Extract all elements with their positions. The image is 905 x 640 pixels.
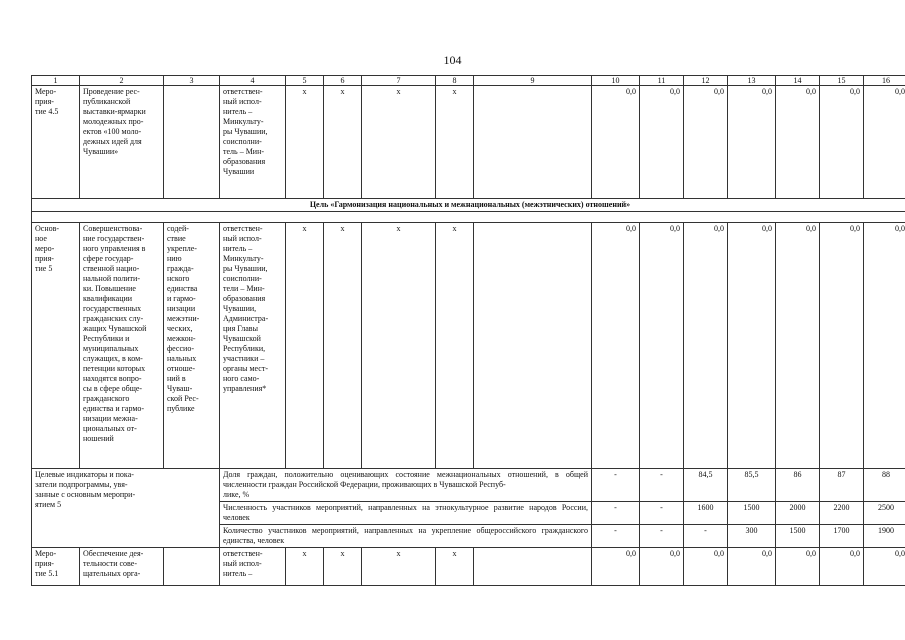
- indicator-value: 86: [776, 469, 820, 502]
- measure-result: содей- ствие укрепле- нию гражда- нского единства и гармо- низации межэтни- ческих, межкон- фессио- нальных отноше- ний в Чуваш- ской Рес- публике: [164, 223, 220, 469]
- measure-executor: ответствен- ный испол- нитель –: [220, 548, 286, 586]
- header-cell: 14: [776, 76, 820, 86]
- measure-title: Проведение рес- публиканской выставки-ярмарки молодежных про- ектов «100 моло- дежных идей для Чувашии»: [80, 86, 164, 199]
- value-cell: 0,0: [776, 223, 820, 469]
- program-table: [31, 75, 905, 586]
- code-cell: x: [362, 548, 436, 586]
- indicator-row: [32, 469, 905, 502]
- code-cell: x: [362, 86, 436, 199]
- header-cell: 5: [286, 76, 324, 86]
- value-cell: 0,0: [820, 548, 864, 586]
- value-cell: 0,0: [684, 223, 728, 469]
- code-cell: x: [436, 223, 474, 469]
- indicator-text: Доля граждан, положительно оценивающих состояние межнациональных отношений, в общей численности граждан Российской Федерации, проживающих в Чувашской Респуб- лике, %: [220, 469, 592, 502]
- measure-title: Обеспечение дея- тельности сове- щательных орга-: [80, 548, 164, 586]
- header-cell: 13: [728, 76, 776, 86]
- measure-id: Основ- ное меро- прия- тие 5: [32, 223, 80, 469]
- value-cell: 0,0: [640, 548, 684, 586]
- measure-title: Совершенствова- ние государствен- ного управления в сфере государ- ственной нацио- нальной полити- ки. Повышение квалификации государственных гражданских слу- жащих Чувашской Республики и муниципальных служащих, в ком- петенции которых находятся вопро- сы в сфере обще- гражданского единства и гармо- низации межна- циональных от- ношений: [80, 223, 164, 469]
- indicator-value: 1600: [684, 502, 728, 525]
- measure-result: [164, 548, 220, 586]
- measure-result: [164, 86, 220, 199]
- goal-heading: Цель «Гармонизация национальных и межнациональных (межэтнических) отношений»: [32, 199, 905, 212]
- value-cell: 0,0: [640, 223, 684, 469]
- code-cell: x: [324, 86, 362, 199]
- header-cell: 1: [32, 76, 80, 86]
- indicator-value: -: [684, 525, 728, 548]
- table-row-measure-4-5: [32, 86, 905, 199]
- indicator-value: 2500: [864, 502, 905, 525]
- code-cell: x: [324, 223, 362, 469]
- source-cell: [474, 86, 592, 199]
- header-cell: 10: [592, 76, 640, 86]
- indicator-value: 85,5: [728, 469, 776, 502]
- indicator-value: 2200: [820, 502, 864, 525]
- indicator-value: 88: [864, 469, 905, 502]
- code-cell: x: [286, 86, 324, 199]
- measure-id: Меро- прия- тие 5.1: [32, 548, 80, 586]
- blank-cell: [32, 212, 905, 223]
- header-cell: 15: [820, 76, 864, 86]
- indicator-value: -: [640, 469, 684, 502]
- source-cell: [474, 548, 592, 586]
- indicator-value: 84,5: [684, 469, 728, 502]
- header-cell: 3: [164, 76, 220, 86]
- header-cell: 12: [684, 76, 728, 86]
- value-cell: 0,0: [640, 86, 684, 199]
- indicator-value: 87: [820, 469, 864, 502]
- value-cell: 0,0: [776, 548, 820, 586]
- code-cell: x: [286, 223, 324, 469]
- indicator-value: -: [640, 502, 684, 525]
- indicator-value: 1500: [776, 525, 820, 548]
- blank-row: [32, 212, 905, 223]
- indicator-value: 300: [728, 525, 776, 548]
- header-row: [32, 76, 905, 86]
- header-cell: 9: [474, 76, 592, 86]
- value-cell: 0,0: [592, 548, 640, 586]
- header-cell: 4: [220, 76, 286, 86]
- code-cell: x: [362, 223, 436, 469]
- indicator-value: -: [592, 469, 640, 502]
- value-cell: 0,0: [820, 86, 864, 199]
- header-cell: 8: [436, 76, 474, 86]
- indicators-label: Целевые индикаторы и пока- затели подпрограммы, увя- занные с основным меропри- ятием 5: [32, 469, 220, 548]
- page-number: 104: [443, 53, 462, 67]
- table-row-main-measure-5: [32, 223, 905, 469]
- source-cell: [474, 223, 592, 469]
- indicator-value: 1500: [728, 502, 776, 525]
- value-cell: 0,0: [728, 223, 776, 469]
- code-cell: x: [324, 548, 362, 586]
- header-cell: 2: [80, 76, 164, 86]
- indicator-value: -: [592, 502, 640, 525]
- value-cell: 0,0: [820, 223, 864, 469]
- measure-executor: ответствен- ный испол- нитель – Минкульту- ры Чувашии, соисполни- тели – Мин- образования Чувашии, Администра- ция Главы Чувашской Республики, участники – органы мест- ного само- управления*: [220, 223, 286, 469]
- value-cell: 0,0: [728, 548, 776, 586]
- value-cell: 0,0: [728, 86, 776, 199]
- indicator-value: -: [640, 525, 684, 548]
- value-cell: 0,0: [864, 86, 905, 199]
- measure-executor: ответствен- ный испол- нитель – Минкульту- ры Чувашии, соисполни- тель – Мин- образования Чувашии: [220, 86, 286, 199]
- goal-row: [32, 199, 905, 212]
- code-cell: x: [436, 86, 474, 199]
- value-cell: 0,0: [684, 548, 728, 586]
- header-cell: 16: [864, 76, 905, 86]
- value-cell: 0,0: [592, 223, 640, 469]
- indicator-value: -: [592, 525, 640, 548]
- measure-id: Меро- прия- тие 4.5: [32, 86, 80, 199]
- value-cell: 0,0: [592, 86, 640, 199]
- value-cell: 0,0: [776, 86, 820, 199]
- code-cell: x: [286, 548, 324, 586]
- code-cell: x: [436, 548, 474, 586]
- header-cell: 6: [324, 76, 362, 86]
- indicator-value: 2000: [776, 502, 820, 525]
- indicator-text: Численность участников мероприятий, направленных на этнокультурное развитие народов России, человек: [220, 502, 592, 525]
- header-cell: 7: [362, 76, 436, 86]
- value-cell: 0,0: [864, 548, 905, 586]
- indicator-text: Количество участников мероприятий, направленных на укрепление общероссийского гражданского единства, человек: [220, 525, 592, 548]
- indicator-value: 1700: [820, 525, 864, 548]
- table-row-measure-5-1: [32, 548, 905, 586]
- header-cell: 11: [640, 76, 684, 86]
- value-cell: 0,0: [684, 86, 728, 199]
- indicator-value: 1900: [864, 525, 905, 548]
- value-cell: 0,0: [864, 223, 905, 469]
